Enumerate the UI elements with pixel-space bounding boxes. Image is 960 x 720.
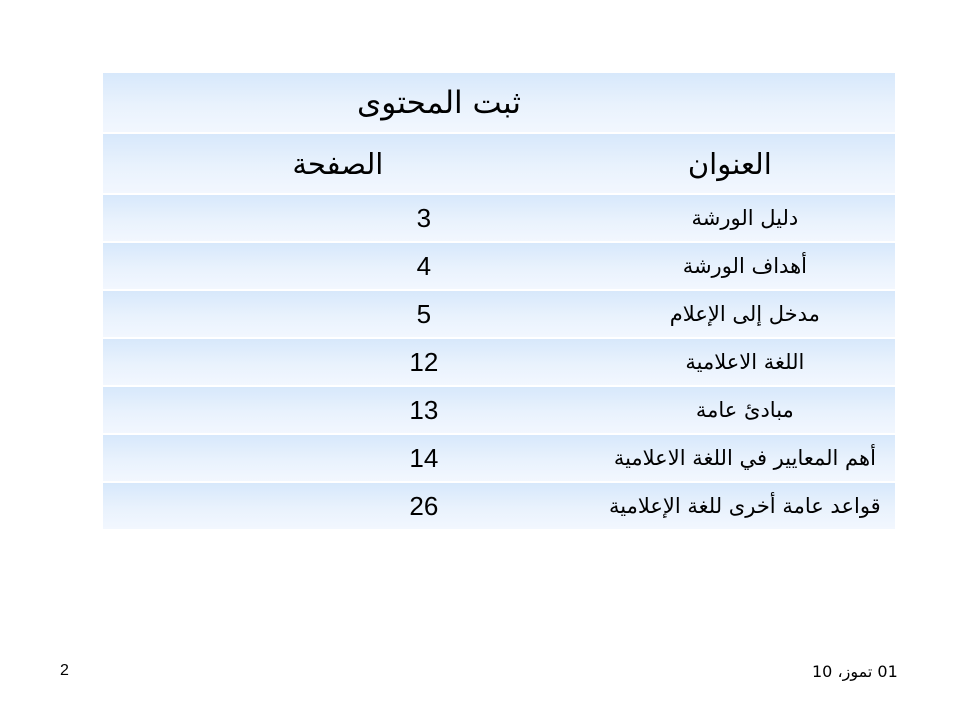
row-page: 12: [103, 339, 565, 387]
row-title: مدخل إلى الإعلام: [565, 291, 895, 339]
row-title: أهم المعايير في اللغة الاعلامية: [565, 435, 895, 483]
header-page-column: الصفحة: [103, 134, 565, 195]
row-page: 14: [103, 435, 565, 483]
table-row: [103, 243, 895, 291]
row-title: دليل الورشة: [565, 195, 895, 243]
table-row: [103, 195, 895, 243]
row-title: اللغة الاعلامية: [565, 339, 895, 387]
table-title: ثبت المحتوى: [103, 73, 895, 134]
row-page: 13: [103, 387, 565, 435]
table-row: [103, 483, 895, 529]
row-page: 4: [103, 243, 565, 291]
row-page: 5: [103, 291, 565, 339]
table-row: [103, 387, 895, 435]
row-page: 3: [103, 195, 565, 243]
row-title: مبادئ عامة: [565, 387, 895, 435]
table-row: [103, 435, 895, 483]
slide-page-number: 2: [60, 662, 69, 679]
table-row: [103, 291, 895, 339]
row-page: 26: [103, 483, 565, 529]
row-title: قواعد عامة أخرى للغة الإعلامية: [565, 483, 895, 529]
table-header-row: [103, 134, 895, 195]
table-row: [103, 339, 895, 387]
table-title-row: [103, 73, 895, 134]
table-of-contents: [103, 73, 895, 529]
row-title: أهداف الورشة: [565, 243, 895, 291]
footer-date: 01 تموز، 10: [812, 662, 898, 681]
header-title-column: العنوان: [565, 134, 895, 195]
